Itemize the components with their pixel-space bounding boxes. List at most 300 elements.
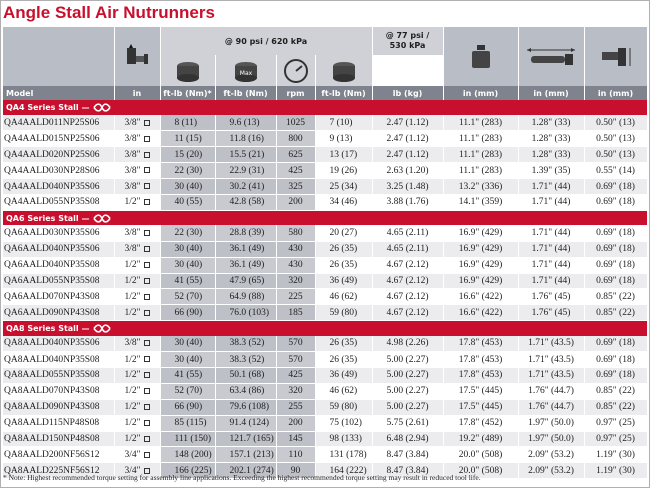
cell-value: 3/8" xyxy=(124,244,141,255)
header-head-cell xyxy=(584,27,647,86)
header-torque-icon-cell xyxy=(160,55,215,86)
side-center-cell xyxy=(584,115,647,131)
length-cell xyxy=(443,147,518,163)
length-cell xyxy=(443,179,518,195)
cell-value: QA8AALD070NP43S08 xyxy=(4,386,100,397)
side-center-cell xyxy=(584,163,647,179)
cell-value: 111 (150) xyxy=(174,433,211,444)
cell-value: 1.71" (43.5) xyxy=(528,370,574,381)
max-torque-cell xyxy=(160,257,215,273)
cell-value: 110 xyxy=(288,449,303,460)
free-speed-cell xyxy=(276,163,315,179)
cell-value: 166 (225) xyxy=(174,465,212,476)
cell-value: 2.47 (1.12) xyxy=(386,117,429,128)
cell-value: 430 xyxy=(288,244,303,255)
header-speed-icon-cell xyxy=(276,55,315,86)
cell-value: 3/8" xyxy=(124,149,141,160)
cell-value: 15 (20) xyxy=(174,149,203,160)
torque-cell xyxy=(215,225,276,241)
length-cell xyxy=(443,305,518,321)
cell-value: 0.50" (13) xyxy=(596,149,635,160)
square-drive-icon xyxy=(144,152,150,158)
torque-77-cell xyxy=(315,431,372,447)
free-speed-cell xyxy=(276,415,315,431)
max-torque-cell xyxy=(160,352,215,368)
cell-value: 255 xyxy=(288,402,303,413)
units-row xyxy=(3,86,647,100)
free-speed-cell xyxy=(276,447,315,463)
model-cell xyxy=(3,225,114,241)
cell-value: 0.85" (22) xyxy=(596,307,635,318)
model-cell xyxy=(3,367,114,383)
cell-value: 320 xyxy=(288,275,303,286)
max-torque-cell xyxy=(160,399,215,415)
table-body xyxy=(3,100,647,479)
head-height-cell xyxy=(518,415,584,431)
side-center-cell xyxy=(584,131,647,147)
cell-value: 145 xyxy=(288,433,303,444)
square-drive-icon xyxy=(144,167,150,173)
stall-symbol-icon xyxy=(93,214,111,223)
model-cell xyxy=(3,352,114,368)
page-title: Angle Stall Air Nutrunners xyxy=(3,3,215,22)
stall-torque-icon xyxy=(231,58,261,84)
cell-value: 0.69" (18) xyxy=(596,354,635,365)
cell-value: QA8AALD040NP35S06 xyxy=(4,338,100,349)
cell-value: 1.28" (33) xyxy=(531,133,571,144)
free-speed-cell xyxy=(276,399,315,415)
head-height-cell xyxy=(518,163,584,179)
cell-value: 0.69" (18) xyxy=(596,197,635,208)
length-cell xyxy=(443,415,518,431)
tool-length-icon xyxy=(523,42,579,72)
cell-value: 11.8 (16) xyxy=(229,133,264,144)
stall-symbol-icon xyxy=(93,324,111,333)
cell-value: 38.3 (52) xyxy=(229,354,265,365)
torque-cell xyxy=(215,257,276,273)
cell-value: 1.39" (35) xyxy=(531,165,571,176)
square-drive-icon xyxy=(144,230,150,236)
cell-value: 1.76" (44.7) xyxy=(528,402,574,413)
unit-model: Model xyxy=(3,86,114,100)
cell-value: QA6AALD090NP43S08 xyxy=(4,307,100,318)
head-height-cell xyxy=(518,383,584,399)
square-drive-icon xyxy=(144,199,150,205)
cell-value: 0.69" (18) xyxy=(596,275,635,286)
head-height-cell xyxy=(518,336,584,352)
max-torque-cell xyxy=(160,447,215,463)
cell-value: 11.1" (283) xyxy=(458,133,503,144)
table-row xyxy=(3,241,647,257)
series-section-label xyxy=(3,210,647,225)
torque-77-cell xyxy=(315,289,372,305)
torque-cell xyxy=(215,131,276,147)
cell-value: 36.1 (49) xyxy=(229,244,265,255)
model-cell xyxy=(3,431,114,447)
length-cell xyxy=(443,131,518,147)
head-height-cell xyxy=(518,305,584,321)
weight-cell xyxy=(372,415,443,431)
drive-cell xyxy=(114,415,160,431)
weight-icon xyxy=(466,42,496,72)
model-cell xyxy=(3,194,114,210)
cell-value: 5.00 (2.27) xyxy=(386,386,429,397)
square-drive-icon xyxy=(144,278,150,284)
torque-77-cell xyxy=(315,179,372,195)
side-center-cell xyxy=(584,305,647,321)
side-center-cell xyxy=(584,273,647,289)
max-torque-cell xyxy=(160,194,215,210)
square-drive-icon xyxy=(144,340,150,346)
table-row xyxy=(3,383,647,399)
table-row xyxy=(3,336,647,352)
max-torque-cell xyxy=(160,241,215,257)
cell-value: 8.47 (3.84) xyxy=(386,449,429,460)
square-drive-icon xyxy=(144,356,150,362)
series-section-label xyxy=(3,321,647,336)
max-torque-cell xyxy=(160,289,215,305)
torque-cell xyxy=(215,352,276,368)
cell-value: 30.2 (41) xyxy=(229,181,265,192)
max-torque-cell xyxy=(160,225,215,241)
spec-table-container xyxy=(3,27,647,479)
torque-cell xyxy=(215,399,276,415)
weight-cell xyxy=(372,194,443,210)
model-cell xyxy=(3,257,114,273)
cell-value: 8.47 (3.84) xyxy=(386,465,429,476)
torque-cell xyxy=(215,163,276,179)
square-drive-icon xyxy=(144,420,150,426)
cell-value: 3/8" xyxy=(124,228,141,239)
torque-icon xyxy=(329,58,359,84)
max-torque-cell xyxy=(160,415,215,431)
weight-cell xyxy=(372,241,443,257)
cell-value: 16.9" (429) xyxy=(458,244,503,255)
cell-value: 17.5" (445) xyxy=(458,386,503,397)
cell-value: QA4AALD020NP25S06 xyxy=(4,149,100,160)
torque-77-cell xyxy=(315,352,372,368)
cell-value: 121.7 (165) xyxy=(229,433,274,444)
side-center-cell xyxy=(584,415,647,431)
cell-value: 2.09" (53.2) xyxy=(528,465,574,476)
cell-value: 4.67 (2.12) xyxy=(386,260,429,271)
free-speed-cell xyxy=(276,115,315,131)
table-row xyxy=(3,431,647,447)
free-speed-cell xyxy=(276,367,315,383)
side-center-cell xyxy=(584,399,647,415)
square-drive-icon xyxy=(144,246,150,252)
length-cell xyxy=(443,194,518,210)
cell-value: 11.1" (283) xyxy=(458,117,503,128)
header-torque77-icon-cell xyxy=(315,55,372,86)
cell-value: 5.00 (2.27) xyxy=(386,370,429,381)
cell-value: 570 xyxy=(288,354,303,365)
cell-value: 30 (40) xyxy=(174,354,203,365)
table-row xyxy=(3,147,647,163)
cell-value: 79.6 (108) xyxy=(229,402,270,413)
torque-77-cell xyxy=(315,163,372,179)
cell-value: 1/2" xyxy=(124,307,141,318)
cell-value: 6.48 (2.94) xyxy=(386,433,429,444)
square-drive-icon xyxy=(144,452,150,458)
cell-value: 59 (80) xyxy=(329,402,358,413)
max-torque-cell xyxy=(160,115,215,131)
side-center-cell xyxy=(584,431,647,447)
max-torque-cell xyxy=(160,336,215,352)
cell-value: 1/2" xyxy=(124,370,141,381)
cell-value: 3.88 (1.76) xyxy=(386,197,429,208)
max-torque-cell xyxy=(160,179,215,195)
cell-value: 0.69" (18) xyxy=(596,370,635,381)
side-center-cell xyxy=(584,179,647,195)
cell-value: 2.63 (1.20) xyxy=(386,165,429,176)
side-center-cell xyxy=(584,241,647,257)
cell-value: 4.67 (2.12) xyxy=(386,275,429,286)
cell-value: 11.1" (283) xyxy=(458,165,503,176)
series-section-header xyxy=(3,100,647,115)
cell-value: 11 (15) xyxy=(174,133,202,144)
unit-tq77: ft-lb (Nm) xyxy=(315,86,372,100)
cell-value: 425 xyxy=(288,165,303,176)
cell-value: 14.1" (359) xyxy=(458,197,503,208)
header-stall-icon-cell xyxy=(215,55,276,86)
model-cell xyxy=(3,147,114,163)
head-height-cell xyxy=(518,225,584,241)
cell-value: 1.97" (50.0) xyxy=(528,433,574,444)
cell-value: QA8AALD040NP35S08 xyxy=(4,354,100,365)
model-cell xyxy=(3,273,114,289)
cell-value: 17.5" (445) xyxy=(458,402,503,413)
max-torque-cell xyxy=(160,147,215,163)
table-row xyxy=(3,305,647,321)
cell-value: 4.67 (2.12) xyxy=(386,291,429,302)
cell-value: 4.67 (2.12) xyxy=(386,307,429,318)
torque-cell xyxy=(215,147,276,163)
cell-value: 16.9" (429) xyxy=(458,228,503,239)
cell-value: 0.69" (18) xyxy=(596,181,635,192)
drive-cell xyxy=(114,431,160,447)
header-group-90psi: @ 90 psi / 620 kPa xyxy=(160,27,372,55)
unit-offset: in (mm) xyxy=(584,86,647,100)
weight-cell xyxy=(372,305,443,321)
length-cell xyxy=(443,352,518,368)
cell-value: QA6AALD055NP35S08 xyxy=(4,275,100,286)
drive-cell xyxy=(114,367,160,383)
cell-value: 9.6 (13) xyxy=(229,117,260,128)
cell-value: 19.2" (489) xyxy=(458,433,503,444)
side-center-cell xyxy=(584,194,647,210)
cell-value: 225 xyxy=(288,291,303,302)
drive-cell xyxy=(114,336,160,352)
cell-value: 1.28" (33) xyxy=(531,117,571,128)
weight-cell xyxy=(372,383,443,399)
cell-value: 1.19" (30) xyxy=(596,465,635,476)
cell-value: 570 xyxy=(288,338,303,349)
cell-value: 1.97" (50.0) xyxy=(528,418,574,429)
cell-value: 430 xyxy=(288,260,303,271)
cell-value: 1.76" (44.7) xyxy=(528,386,574,397)
cell-value: 38.3 (52) xyxy=(229,338,265,349)
cell-value: 0.85" (22) xyxy=(596,402,635,413)
weight-cell xyxy=(372,289,443,305)
cell-value: 1.76" (45) xyxy=(531,307,571,318)
cell-value: 22.9 (31) xyxy=(229,165,265,176)
cell-value: 1.71" (44) xyxy=(531,181,571,192)
head-height-cell xyxy=(518,194,584,210)
drive-cell xyxy=(114,147,160,163)
torque-77-cell xyxy=(315,225,372,241)
free-speed-cell xyxy=(276,336,315,352)
table-row xyxy=(3,257,647,273)
weight-cell xyxy=(372,179,443,195)
cell-value: 164 (222) xyxy=(329,465,367,476)
torque-cell xyxy=(215,179,276,195)
cell-value: 26 (35) xyxy=(329,354,358,365)
cell-value: 52 (70) xyxy=(174,291,203,302)
cell-value: QA6AALD040NP35S08 xyxy=(4,260,100,271)
table-row xyxy=(3,415,647,431)
cell-value: 50.1 (68) xyxy=(229,370,265,381)
cell-value: 5.00 (2.27) xyxy=(386,402,429,413)
torque-77-cell xyxy=(315,447,372,463)
torque-77-cell xyxy=(315,131,372,147)
cell-value: 17.8" (453) xyxy=(458,370,503,381)
cell-value: QA8AALD055NP35S08 xyxy=(4,370,100,381)
head-height-cell xyxy=(518,147,584,163)
header-77-line2: 530 kPa xyxy=(389,41,426,50)
cell-value: 22 (30) xyxy=(174,165,203,176)
series-label-text: QA4 Series Stall — xyxy=(6,103,90,112)
cell-value: 17.8" (453) xyxy=(458,338,503,349)
cell-value: 15.5 (21) xyxy=(229,149,265,160)
cell-value: 30 (40) xyxy=(174,260,203,271)
header-group-77psi xyxy=(372,27,443,55)
footnote: * Note: Highest recommended torque setting for assembly line applications. Exceeding the highest recommended torque setting may result in reduced tool life. xyxy=(3,473,481,482)
series-label-text: QA6 Series Stall — xyxy=(6,213,90,223)
side-center-cell xyxy=(584,225,647,241)
max-torque-cell xyxy=(160,131,215,147)
series-section-header xyxy=(3,321,647,336)
cell-value: 800 xyxy=(288,133,303,144)
model-cell xyxy=(3,383,114,399)
table-row xyxy=(3,194,647,210)
square-drive-icon xyxy=(144,136,150,142)
side-center-cell xyxy=(584,257,647,273)
torque-77-cell xyxy=(315,115,372,131)
cell-value: 1.28" (33) xyxy=(531,149,571,160)
table-row xyxy=(3,163,647,179)
cell-value: 0.69" (18) xyxy=(596,244,635,255)
unit-tq-ft: ft-lb (Nm) xyxy=(215,86,276,100)
cell-value: QA8AALD200NF56S12 xyxy=(4,449,100,460)
length-cell xyxy=(443,115,518,131)
cell-value: 1/2" xyxy=(124,260,141,271)
cell-value: 90 xyxy=(290,465,301,476)
angle-drive-icon xyxy=(122,42,152,72)
cell-value: 0.85" (22) xyxy=(596,291,635,302)
cell-value: 0.97" (25) xyxy=(596,433,635,444)
cell-value: 3.25 (1.48) xyxy=(386,181,429,192)
cell-value: 13.2" (336) xyxy=(458,181,503,192)
weight-cell xyxy=(372,273,443,289)
head-height-cell xyxy=(518,352,584,368)
weight-cell xyxy=(372,147,443,163)
model-cell xyxy=(3,305,114,321)
cell-value: 1/2" xyxy=(124,275,141,286)
cell-value: 1/2" xyxy=(124,433,141,444)
cell-value: 36 (49) xyxy=(329,275,358,286)
torque-77-cell xyxy=(315,194,372,210)
cell-value: 1/2" xyxy=(124,197,141,208)
cell-value: 26 (35) xyxy=(329,338,358,349)
cell-value: 30 (40) xyxy=(174,338,203,349)
cell-value: 3/8" xyxy=(124,181,141,192)
drive-cell xyxy=(114,163,160,179)
cell-value: 22 (30) xyxy=(174,228,203,239)
torque-cell xyxy=(215,115,276,131)
cell-value: 2.09" (53.2) xyxy=(528,449,574,460)
cell-value: 0.97" (25) xyxy=(596,418,635,429)
cell-value: 5.00 (2.27) xyxy=(386,354,429,365)
cell-value: 30 (40) xyxy=(174,181,203,192)
drive-cell xyxy=(114,447,160,463)
drive-cell xyxy=(114,305,160,321)
model-cell xyxy=(3,289,114,305)
side-center-cell xyxy=(584,336,647,352)
cell-value: 17.8" (452) xyxy=(458,418,503,429)
weight-cell xyxy=(372,431,443,447)
square-drive-icon xyxy=(144,120,150,126)
cell-value: 63.4 (86) xyxy=(229,386,265,397)
length-cell xyxy=(443,383,518,399)
torque-77-cell xyxy=(315,415,372,431)
cell-value: 26 (35) xyxy=(329,244,358,255)
cell-value: 16.9" (429) xyxy=(458,260,503,271)
free-speed-cell xyxy=(276,289,315,305)
unit-rpm: rpm xyxy=(276,86,315,100)
cell-value: 1.71" (44) xyxy=(531,260,571,271)
cell-value: 20.0" (508) xyxy=(458,449,503,460)
cell-value: 0.50" (13) xyxy=(596,117,635,128)
cell-value: 76.0 (103) xyxy=(229,307,270,318)
square-drive-icon xyxy=(144,294,150,300)
cell-value: 200 xyxy=(288,418,303,429)
side-center-cell xyxy=(584,383,647,399)
series-section-label xyxy=(3,100,647,115)
drive-cell xyxy=(114,383,160,399)
head-height-cell xyxy=(518,399,584,415)
model-cell xyxy=(3,163,114,179)
length-cell xyxy=(443,447,518,463)
length-cell xyxy=(443,431,518,447)
weight-cell xyxy=(372,131,443,147)
torque-77-cell xyxy=(315,147,372,163)
header-weight-cell xyxy=(443,27,518,86)
weight-cell xyxy=(372,367,443,383)
cell-value: 0.69" (18) xyxy=(596,338,635,349)
model-cell xyxy=(3,415,114,431)
cell-value: 91.4 (124) xyxy=(229,418,270,429)
cell-value: QA6AALD040NP35S06 xyxy=(4,244,100,255)
drive-cell xyxy=(114,352,160,368)
weight-cell xyxy=(372,257,443,273)
cell-value: 16.6" (422) xyxy=(458,307,503,318)
cell-value: 580 xyxy=(288,228,303,239)
torque-77-cell xyxy=(315,305,372,321)
free-speed-cell xyxy=(276,225,315,241)
cell-value: 28.8 (39) xyxy=(229,228,265,239)
model-cell xyxy=(3,336,114,352)
